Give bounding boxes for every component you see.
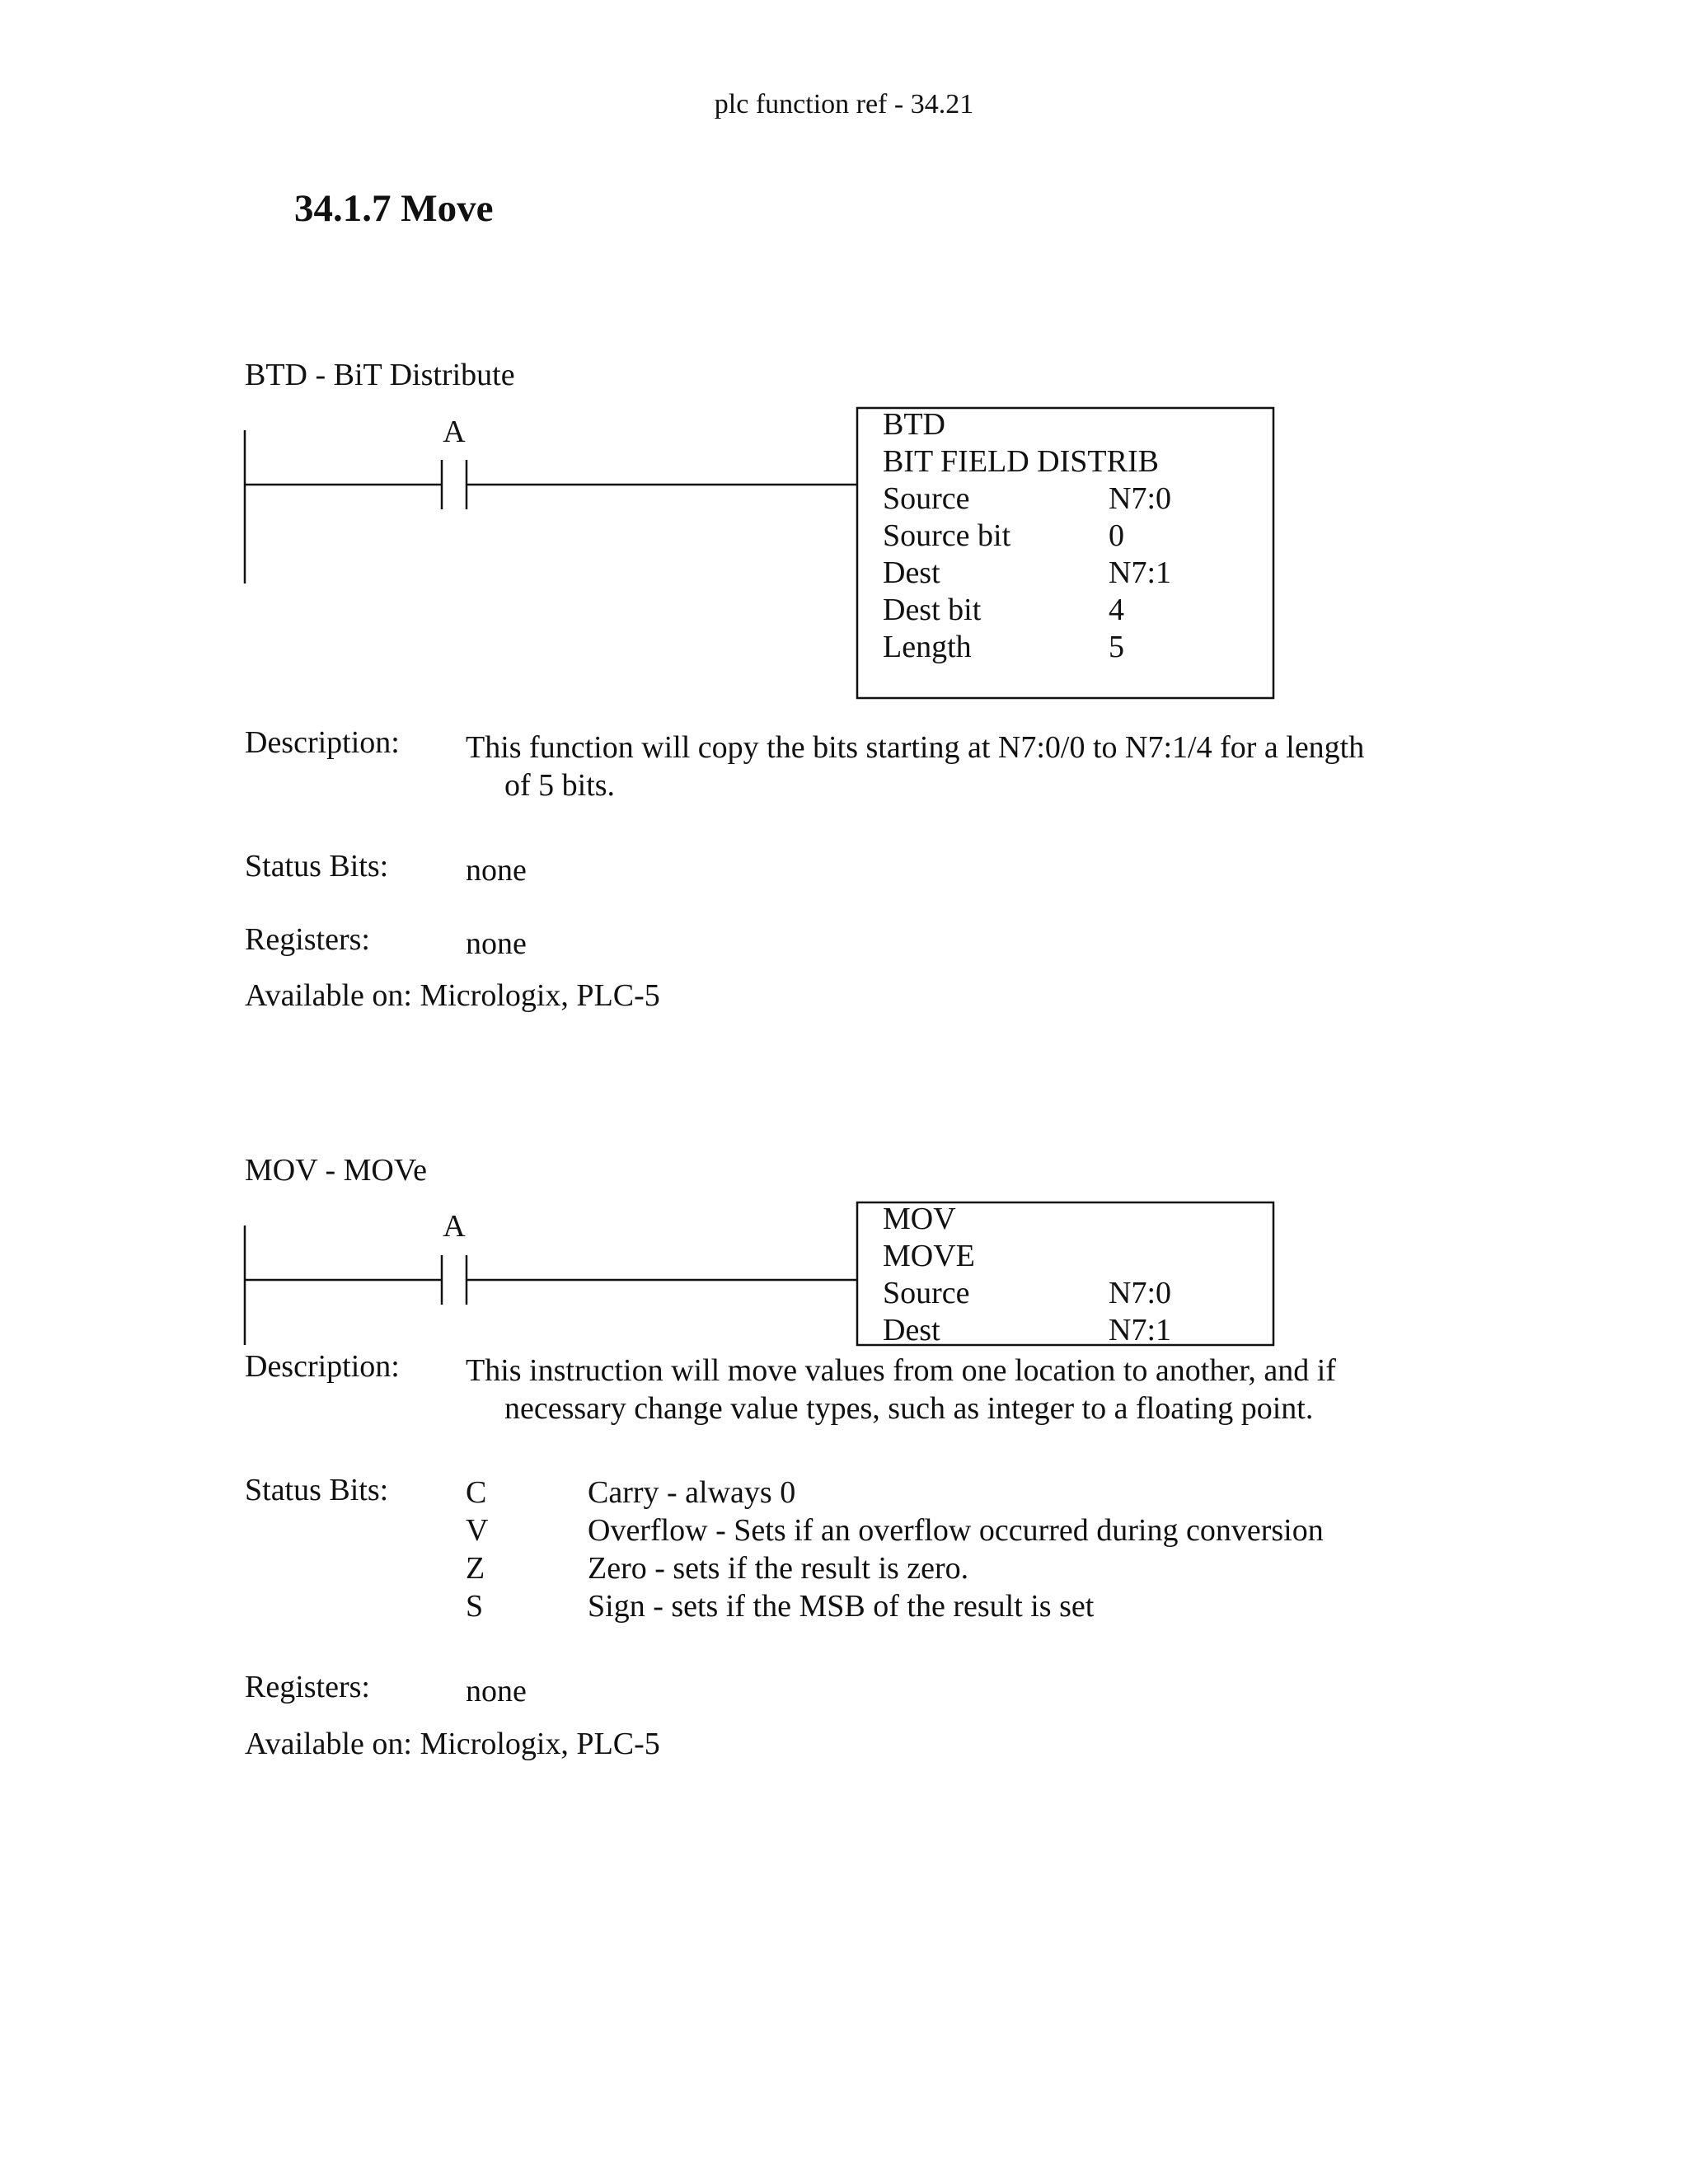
mov-block-title: MOV: [883, 1202, 956, 1236]
btd-description-label: Description:: [245, 725, 400, 760]
btd-param-value: N7:1: [1109, 555, 1171, 590]
btd-param-value: 0: [1109, 518, 1124, 553]
mov-contact-label: A: [443, 1209, 466, 1244]
status-bit-description: Carry - always 0: [588, 1475, 796, 1510]
mov-available-on: Available on: Micrologix, PLC-5: [245, 1727, 660, 1761]
page-header: plc function ref - 34.21: [714, 89, 974, 120]
status-bit-letter: V: [466, 1513, 489, 1548]
mov-param-name: Source: [883, 1276, 970, 1310]
btd-param-name: Length: [883, 630, 972, 664]
btd-param-value: 5: [1109, 630, 1124, 664]
mov-description-line1: This instruction will move values from one location to another, and if: [466, 1353, 1336, 1388]
mov-status-label: Status Bits:: [245, 1473, 389, 1507]
btd-param-name: Dest bit: [883, 593, 982, 627]
btd-status-value: none: [466, 853, 527, 888]
btd-param-value: 4: [1109, 593, 1124, 627]
btd-param-value: N7:0: [1109, 481, 1171, 516]
status-bit-letter: S: [466, 1589, 484, 1624]
status-bit-description: Overflow - Sets if an overflow occurred during conversion: [588, 1513, 1324, 1548]
btd-param-name: Dest: [883, 555, 940, 590]
btd-block-name: BIT FIELD DISTRIB: [883, 444, 1159, 479]
btd-block-title: BTD: [883, 407, 945, 442]
btd-registers-value: none: [466, 926, 527, 961]
mov-description-line2: necessary change value types, such as integer to a floating point.: [504, 1391, 1314, 1426]
mov-registers-label: Registers:: [245, 1670, 370, 1704]
mov-registers-value: none: [466, 1674, 527, 1708]
btd-param-name: Source bit: [883, 518, 1011, 553]
mov-description-label: Description:: [245, 1349, 400, 1384]
mov-param-name: Dest: [883, 1313, 940, 1347]
status-bit-letter: C: [466, 1475, 487, 1510]
status-bit-description: Sign - sets if the MSB of the result is set: [588, 1589, 1095, 1624]
btd-registers-label: Registers:: [245, 922, 370, 957]
btd-param-name: Source: [883, 481, 970, 516]
section-title: 34.1.7 Move: [294, 187, 494, 230]
mov-block-name: MOVE: [883, 1239, 975, 1273]
status-bit-letter: Z: [466, 1551, 485, 1586]
btd-available-on: Available on: Micrologix, PLC-5: [245, 978, 660, 1013]
btd-status-label: Status Bits:: [245, 849, 389, 883]
mov-param-value: N7:0: [1109, 1276, 1171, 1310]
mov-param-value: N7:1: [1109, 1313, 1171, 1347]
btd-contact-label: A: [443, 415, 466, 449]
btd-description-line2: of 5 bits.: [504, 768, 616, 803]
mov-heading: MOV - MOVe: [245, 1153, 427, 1188]
btd-heading: BTD - BiT Distribute: [245, 358, 515, 392]
btd-description-line1: This function will copy the bits starting at N7:0/0 to N7:1/4 for a length: [466, 730, 1365, 765]
status-bit-description: Zero - sets if the result is zero.: [588, 1551, 969, 1586]
